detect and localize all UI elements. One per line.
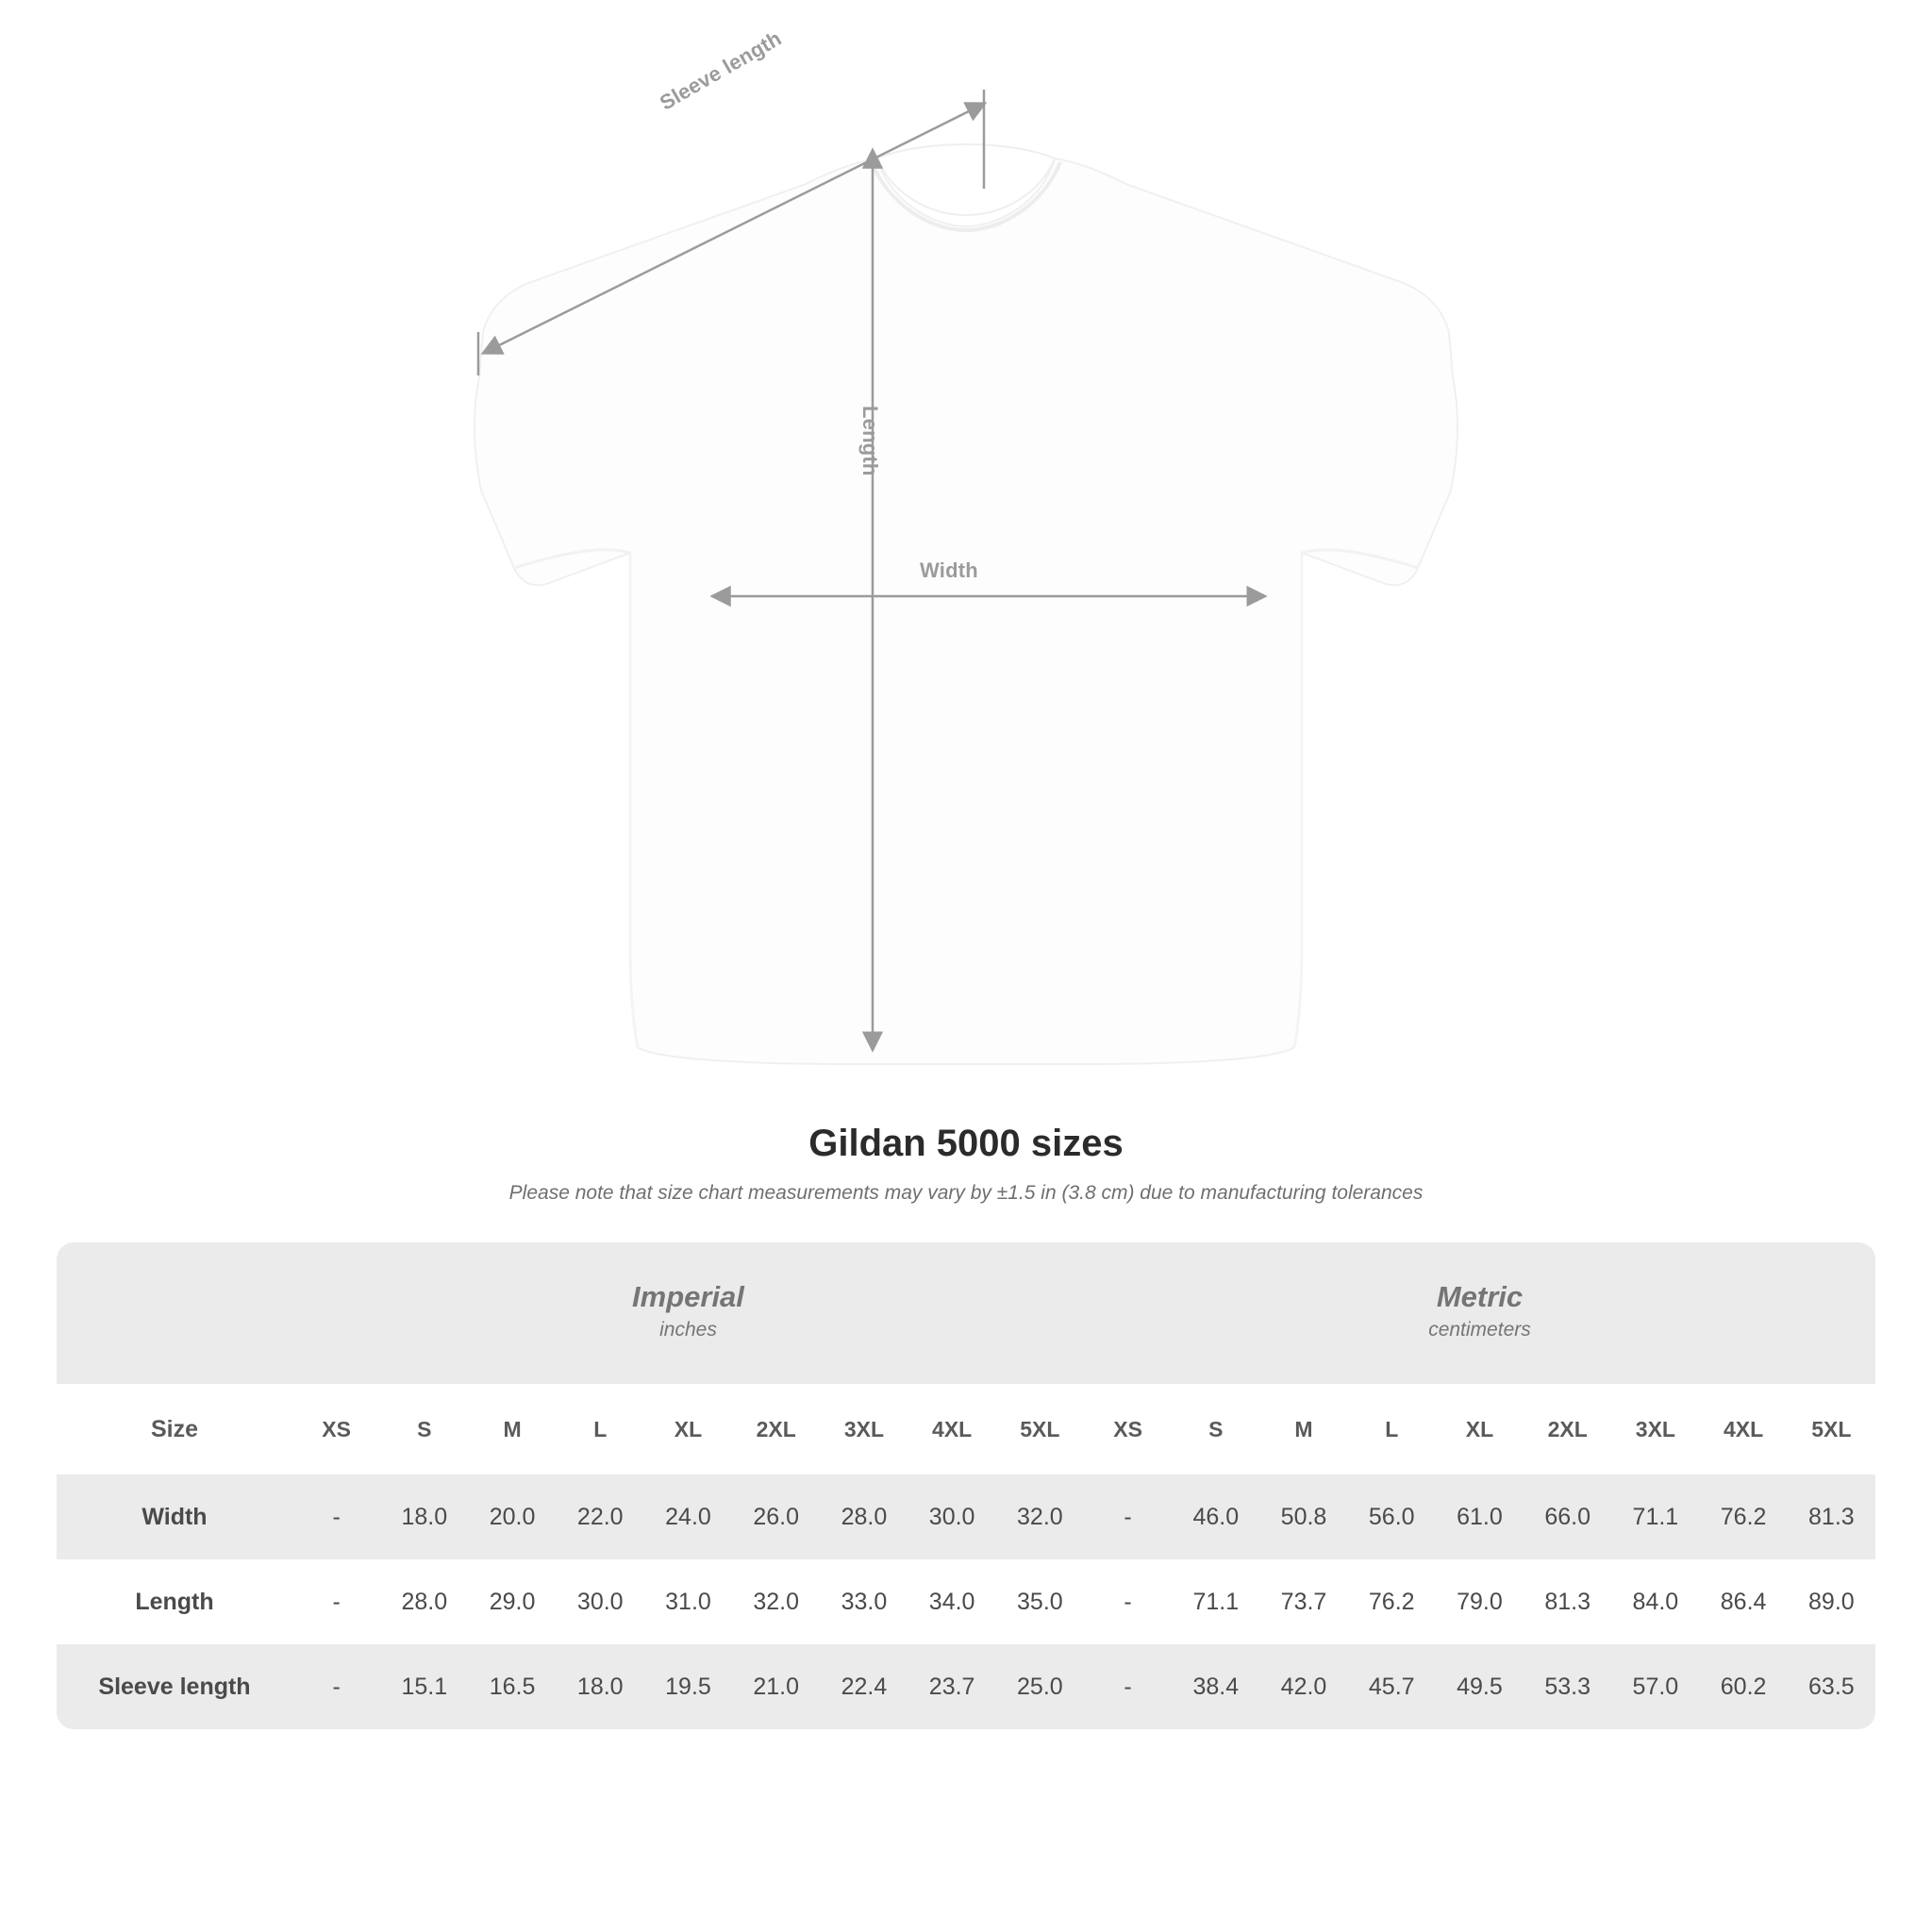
length-imperial-m: 29.0	[468, 1559, 556, 1644]
title-block	[0, 1123, 1932, 1205]
sleeve-metric-l: 45.7	[1348, 1644, 1436, 1729]
size-header-imperial-2xl: 2XL	[732, 1384, 820, 1474]
sleeve-metric-3xl: 57.0	[1611, 1644, 1699, 1729]
size-header-metric-m: M	[1259, 1384, 1347, 1474]
width-metric-s: 46.0	[1172, 1474, 1259, 1559]
row-label-length: Length	[57, 1559, 292, 1644]
width-metric-5xl: 81.3	[1788, 1474, 1875, 1559]
sleeve-imperial-3xl: 22.4	[820, 1644, 908, 1729]
width-metric-3xl: 71.1	[1611, 1474, 1699, 1559]
sleeve-imperial-xl: 19.5	[644, 1644, 732, 1729]
size-header-imperial-4xl: 4XL	[908, 1384, 996, 1474]
length-metric-m: 73.7	[1259, 1559, 1347, 1644]
length-imperial-s: 28.0	[380, 1559, 468, 1644]
width-metric-xs: -	[1084, 1474, 1172, 1559]
size-header-metric-3xl: 3XL	[1611, 1384, 1699, 1474]
width-metric-l: 56.0	[1348, 1474, 1436, 1559]
length-metric-s: 71.1	[1172, 1559, 1259, 1644]
size-header-imperial-s: S	[380, 1384, 468, 1474]
width-metric-m: 50.8	[1259, 1474, 1347, 1559]
table-row	[57, 1559, 1875, 1644]
row-label-width: Width	[57, 1474, 292, 1559]
size-header-metric-l: L	[1348, 1384, 1436, 1474]
unit-header-imperial	[292, 1242, 1084, 1384]
size-header-metric-s: S	[1172, 1384, 1259, 1474]
size-header-metric-xs: XS	[1084, 1384, 1172, 1474]
length-imperial-4xl: 34.0	[908, 1559, 996, 1644]
size-header-imperial-xs: XS	[292, 1384, 380, 1474]
sleeve-metric-xs: -	[1084, 1644, 1172, 1729]
length-metric-l: 76.2	[1348, 1559, 1436, 1644]
sleeve-metric-xl: 49.5	[1436, 1644, 1524, 1729]
sleeve-metric-m: 42.0	[1259, 1644, 1347, 1729]
size-header-label: Size	[57, 1384, 292, 1474]
size-header-metric-xl: XL	[1436, 1384, 1524, 1474]
unit-header-spacer	[57, 1242, 292, 1384]
size-header-imperial-5xl: 5XL	[996, 1384, 1084, 1474]
size-header-imperial-m: M	[468, 1384, 556, 1474]
sleeve-metric-s: 38.4	[1172, 1644, 1259, 1729]
length-imperial-xl: 31.0	[644, 1559, 732, 1644]
unit-header-row	[57, 1242, 1875, 1384]
sleeve-imperial-4xl: 23.7	[908, 1644, 996, 1729]
length-metric-xs: -	[1084, 1559, 1172, 1644]
width-imperial-l: 22.0	[557, 1474, 644, 1559]
width-metric-2xl: 66.0	[1524, 1474, 1611, 1559]
length-imperial-xs: -	[292, 1559, 380, 1644]
table-row	[57, 1474, 1875, 1559]
size-header-metric-2xl: 2XL	[1524, 1384, 1611, 1474]
width-imperial-2xl: 26.0	[732, 1474, 820, 1559]
sleeve-length-label: Sleeve length	[656, 25, 786, 115]
sleeve-imperial-xs: -	[292, 1644, 380, 1729]
length-imperial-l: 30.0	[557, 1559, 644, 1644]
sleeve-imperial-m: 16.5	[468, 1644, 556, 1729]
width-metric-4xl: 76.2	[1700, 1474, 1788, 1559]
width-imperial-s: 18.0	[380, 1474, 468, 1559]
length-metric-3xl: 84.0	[1611, 1559, 1699, 1644]
row-label-sleeve-length: Sleeve length	[57, 1644, 292, 1729]
size-header-metric-5xl: 5XL	[1788, 1384, 1875, 1474]
unit-metric-name: Metric	[1436, 1280, 1524, 1314]
sleeve-imperial-s: 15.1	[380, 1644, 468, 1729]
length-label: Length	[858, 406, 882, 476]
size-header-imperial-l: L	[557, 1384, 644, 1474]
page-title: Gildan 5000 sizes	[808, 1123, 1124, 1164]
unit-imperial-name: Imperial	[632, 1280, 744, 1314]
size-table	[57, 1242, 1875, 1729]
width-metric-xl: 61.0	[1436, 1474, 1524, 1559]
width-imperial-4xl: 30.0	[908, 1474, 996, 1559]
sleeve-metric-4xl: 60.2	[1700, 1644, 1788, 1729]
length-metric-4xl: 86.4	[1700, 1559, 1788, 1644]
size-header-row	[57, 1384, 1875, 1474]
unit-header-metric	[1084, 1242, 1875, 1384]
length-metric-xl: 79.0	[1436, 1559, 1524, 1644]
size-table-wrapper	[57, 1242, 1875, 1729]
width-imperial-m: 20.0	[468, 1474, 556, 1559]
width-label: Width	[920, 558, 978, 582]
tolerance-note: Please note that size chart measurements may vary by ±1.5 in (3.8 cm) due to manufacturing tolerances	[508, 1182, 1424, 1204]
sleeve-imperial-5xl: 25.0	[996, 1644, 1084, 1729]
table-row	[57, 1644, 1875, 1729]
width-imperial-5xl: 32.0	[996, 1474, 1084, 1559]
width-imperial-xl: 24.0	[644, 1474, 732, 1559]
size-header-metric-4xl: 4XL	[1700, 1384, 1788, 1474]
length-imperial-5xl: 35.0	[996, 1559, 1084, 1644]
length-imperial-3xl: 33.0	[820, 1559, 908, 1644]
length-metric-5xl: 89.0	[1788, 1559, 1875, 1644]
length-metric-2xl: 81.3	[1524, 1559, 1611, 1644]
size-header-imperial-xl: XL	[644, 1384, 732, 1474]
sleeve-imperial-2xl: 21.0	[732, 1644, 820, 1729]
sleeve-metric-5xl: 63.5	[1788, 1644, 1875, 1729]
unit-metric-sub: centimeters	[1428, 1319, 1531, 1341]
tshirt-shape	[475, 144, 1457, 1064]
sleeve-imperial-l: 18.0	[557, 1644, 644, 1729]
length-imperial-2xl: 32.0	[732, 1559, 820, 1644]
width-imperial-xs: -	[292, 1474, 380, 1559]
unit-imperial-sub: inches	[659, 1319, 717, 1341]
size-header-imperial-3xl: 3XL	[820, 1384, 908, 1474]
width-imperial-3xl: 28.0	[820, 1474, 908, 1559]
sleeve-metric-2xl: 53.3	[1524, 1644, 1611, 1729]
